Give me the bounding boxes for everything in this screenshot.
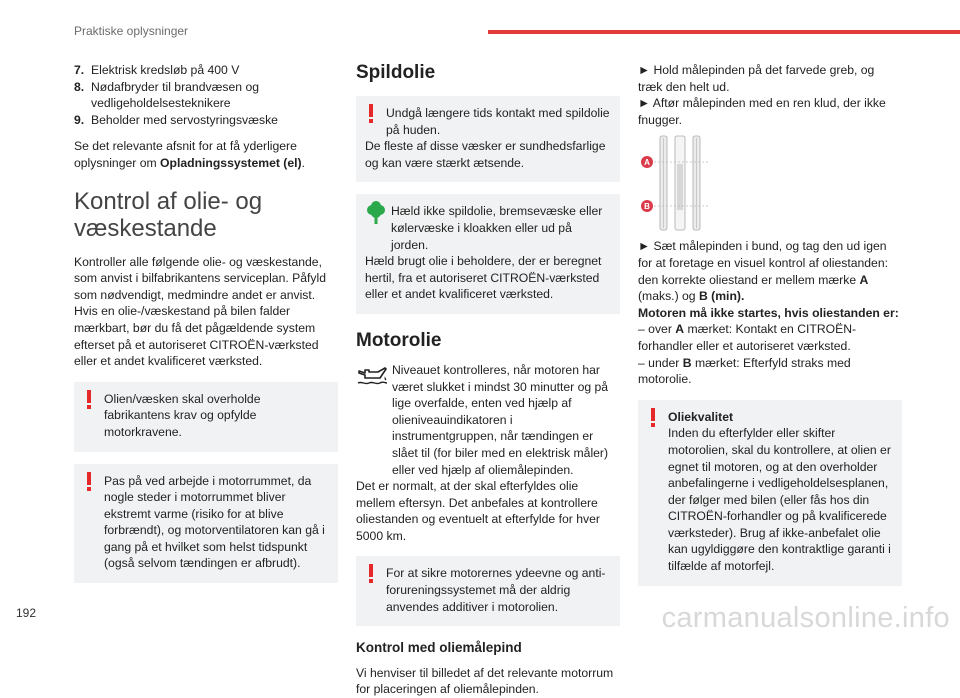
- over-condition: – over A mærket: Kontakt en CITROËN-forhandler eller et autoriseret værksted.: [638, 322, 857, 353]
- header-accent-bar: [488, 30, 960, 34]
- watermark: carmanualsonline.info: [661, 602, 950, 634]
- section-heading: Kontrol af olie- og væskestande: [74, 187, 263, 242]
- warning-icon: [84, 390, 94, 410]
- heading-motorolie: Motorolie: [356, 329, 442, 351]
- component-list: [74, 62, 338, 128]
- warning-icon: [366, 564, 376, 584]
- dipstick-drawing: [638, 134, 718, 234]
- under-condition: – under B mærket: Efterfyld straks med motorolie.: [638, 355, 851, 387]
- warning-icon: [366, 104, 376, 124]
- intro-paragraph: Kontroller alle følgende olie- og væskestande, som anvist i bilfabrikantens serviceplan. Påfyld som nødvendigt, medmindre andet er anvist. Hvis en olie-/væskestand på bilen falder mærkbart, bør du få det pågældende system efterset på et autoriseret CITROËN-værksted eller et andet kvalificeret værksted.: [74, 254, 326, 369]
- mark-b-label: B: [644, 202, 650, 212]
- mark-a-label: A: [644, 158, 650, 168]
- reference-paragraph: Se det relevante afsnit for at få yderligere oplysninger om Opladningssystemet (el).: [74, 139, 305, 170]
- column-3: [638, 62, 902, 586]
- heading-spildolie: Spildolie: [356, 62, 436, 83]
- warning-icon: [84, 472, 94, 492]
- list-item: 7. Elektrisk kredsløb på 400 V: [74, 63, 240, 77]
- step-2: ► Aftør målepinden med en ren klud, der ikke fnugger.: [638, 96, 886, 127]
- oil-can-icon: [356, 364, 388, 386]
- motorolie-paragraph: Niveauet kontrolleres, når motoren har været slukket i mindst 30 minutter og på lige overfalde, enten ved hjælp af olieniveauindikatoren i instrumentgruppen, når tændingen er slået til (for biler med en elektrisk måler) eller ved hjælp af oliemålepinden. Det er normalt, at der skal efterfyldes olie mellem eftersyn. Det anbefales at kontrollere oliestanden og eventuelt at efterfylde for hver 5000 km.: [356, 362, 609, 543]
- do-not-start: Motoren må ikke startes, hvis oliestanden er:: [638, 305, 899, 320]
- page-number: 192: [16, 606, 37, 620]
- running-header: Praktiske oplysninger: [74, 24, 189, 38]
- warning-box: Pas på ved arbejde i motorrummet, da nogle steder i motorrummet bliver ekstremt varme (risiko for at blive forbrændt), og motorventilatoren kan gå i gang på et hvilket som helst tidspunkt (også selvom tændingen er afbrudt).: [74, 464, 338, 584]
- oil-quality-box: Oliekvalitet Inden du efterfylder eller skifter motorolien, skal du kontrollere, at olien er egnet til motoren, og at den overholder anbefalingerne i vedligeholdelsesplanen, der følger med bilen (eller fås hos din CITROËN-forhandler og på kvalificerede værksteder). Brug af ikke-anbefalet olie kan ugyldiggøre den kontraktlige garanti i tilfælde af motorfejl.: [638, 400, 902, 586]
- warning-box: Olien/væsken skal overholde fabrikantens krav og opfylde motorkravene.: [74, 382, 338, 452]
- tree-icon: [365, 201, 387, 225]
- environment-box: Hæld ikke spildolie, bremsevæske eller kølervæske i kloakken eller ud på jorden. Hæld brugt olie i beholdere, der er beregnet hertil, fra et autoriseret CITROËN-værksted eller et andet kvalificeret værksted.: [356, 194, 620, 314]
- warning-icon: [648, 408, 658, 428]
- oil-quality-title: Oliekvalitet: [668, 409, 734, 424]
- warning-box: For at sikre motorernes ydeevne og anti-forureningssystemet må der aldrig anvendes additiver i motorolien.: [356, 556, 620, 626]
- step-1: ► Hold målepinden på det farvede greb, og træk den helt ud.: [638, 63, 875, 94]
- list-item: 8. Nødafbryder til brandvæsen og vedligeholdelsesteknikere: [74, 79, 260, 111]
- warning-box: Undgå længere tids kontakt med spildolie på huden. De fleste af disse væsker er sundhedsfarlige og kan være stærkt ætsende.: [356, 96, 620, 182]
- column-2: [356, 62, 620, 698]
- dipstick-reference: Vi henviser til billedet af det relevante motorrum for placeringen af oliemålepinden.: [356, 665, 614, 697]
- reference-link-text: Opladningssystemet (el): [160, 155, 302, 170]
- subheading-dipstick: Kontrol med oliemålepind: [356, 640, 522, 656]
- step-3: ► Sæt målepinden i bund, og tag den ud igen for at foretage en visuel kontrol af oliestanden: den korrekte oliestand er mellem mærke A (maks.) og B (min).: [638, 239, 888, 304]
- column-1: [74, 62, 338, 583]
- dipstick-illustration: [638, 134, 902, 234]
- list-item: 9. Beholder med servostyringsvæske: [74, 112, 278, 127]
